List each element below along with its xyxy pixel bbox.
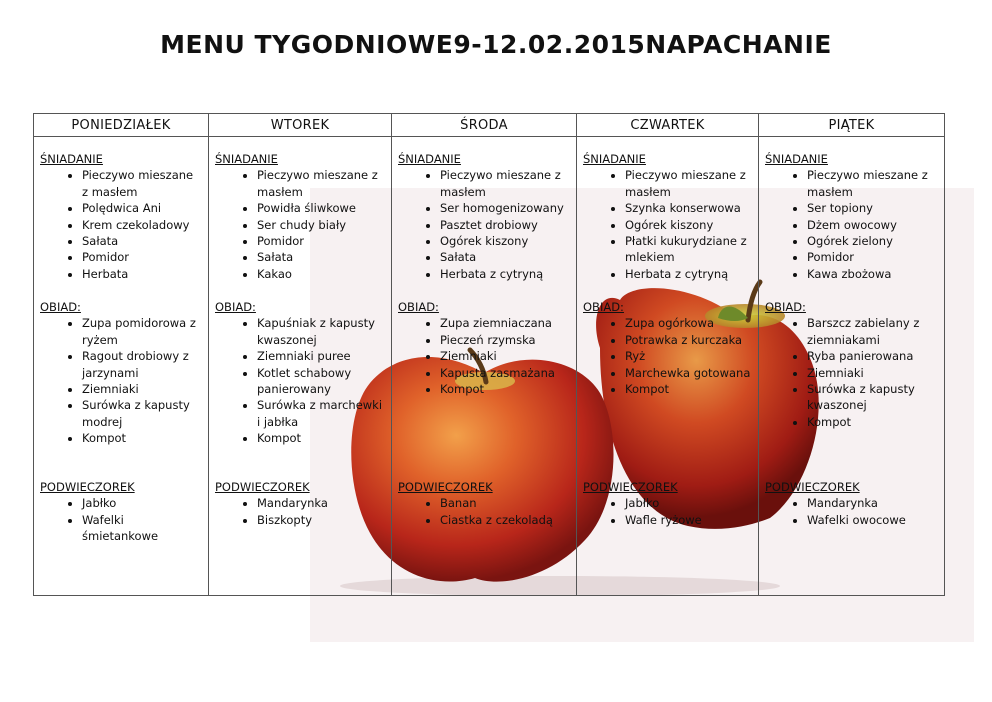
meal-item: • Barszcz zabielany z ziemniakami — [807, 315, 938, 348]
meal-item: • Kapusta zasmażana — [440, 365, 570, 381]
day-header-sroda: ŚRODA — [392, 114, 577, 137]
meal-item: • Powidła śliwkowe — [257, 200, 385, 216]
meal-item: • Ogórek kiszony — [625, 217, 752, 233]
snack-label: PODWIECZOREK — [215, 480, 310, 494]
meal-item: • Pomidor — [807, 249, 938, 265]
weekly-menu-table — [33, 113, 945, 596]
breakfast-label: ŚNIADANIE — [765, 152, 828, 166]
meal-item: • Ogórek zielony — [807, 233, 938, 249]
meal-item: • Pieczywo mieszane z masłem — [807, 167, 938, 200]
meal-item: • Sałata — [82, 233, 202, 249]
snack-section — [215, 479, 385, 528]
meal-item: • Ryż — [625, 348, 752, 364]
meal-item: • Potrawka z kurczaka — [625, 332, 752, 348]
snack-section — [583, 479, 752, 528]
snack-label: PODWIECZOREK — [765, 480, 860, 494]
meal-list — [398, 495, 570, 528]
meal-item: • Ciastka z czekoladą — [440, 512, 570, 528]
meal-item: • Pieczywo mieszane z masłem — [257, 167, 385, 200]
meal-item: • Herbata z cytryną — [440, 266, 570, 282]
snack-section — [40, 479, 202, 545]
meal-item: • Kompot — [440, 381, 570, 397]
meal-list — [398, 315, 570, 397]
meal-item: • Ragout drobiowy z jarzynami — [82, 348, 202, 381]
meal-item: • Kompot — [625, 381, 752, 397]
meal-list — [765, 167, 938, 282]
lunch-section — [583, 299, 752, 479]
breakfast-section — [765, 151, 938, 299]
lunch-section — [765, 299, 938, 479]
meal-item: • Jabłko — [82, 495, 202, 511]
meal-item: • Mandarynka — [807, 495, 938, 511]
meal-item: • Ziemniaki — [82, 381, 202, 397]
meal-item: • Pomidor — [82, 249, 202, 265]
day-header-piatek: PIĄTEK — [759, 114, 945, 137]
meal-item: • Kompot — [82, 430, 202, 446]
meal-list — [583, 495, 752, 528]
lunch-label: OBIAD: — [40, 300, 81, 314]
breakfast-section — [583, 151, 752, 299]
day-column — [392, 137, 577, 596]
meal-item: • Ziemniaki — [440, 348, 570, 364]
meal-item: • Wafle ryżowe — [625, 512, 752, 528]
meal-list — [40, 167, 202, 282]
meal-item: • Kawa zbożowa — [807, 266, 938, 282]
meal-item: • Pieczywo mieszane z masłem — [440, 167, 570, 200]
lunch-section — [398, 299, 570, 479]
lunch-label: OBIAD: — [583, 300, 624, 314]
meal-list — [765, 315, 938, 430]
lunch-section — [215, 299, 385, 479]
lunch-label: OBIAD: — [765, 300, 806, 314]
meal-item: • Mandarynka — [257, 495, 385, 511]
meal-item: • Pieczeń rzymska — [440, 332, 570, 348]
snack-label: PODWIECZOREK — [583, 480, 678, 494]
breakfast-section — [398, 151, 570, 299]
breakfast-section — [40, 151, 202, 299]
meal-item: • Marchewka gotowana — [625, 365, 752, 381]
meal-item: • Jabłko — [625, 495, 752, 511]
meal-list — [398, 167, 570, 282]
meal-item: • Zupa ziemniaczana — [440, 315, 570, 331]
meal-item: • Kompot — [807, 414, 938, 430]
day-column — [759, 137, 945, 596]
snack-section — [398, 479, 570, 528]
meal-item: • Biszkopty — [257, 512, 385, 528]
snack-label: PODWIECZOREK — [398, 480, 493, 494]
meal-list — [40, 315, 202, 446]
meal-list — [765, 495, 938, 528]
meal-item: • Sałata — [440, 249, 570, 265]
day-header-czwartek: CZWARTEK — [577, 114, 759, 137]
meal-item: • Ogórek kiszony — [440, 233, 570, 249]
day-column — [577, 137, 759, 596]
meal-item: • Dżem owocowy — [807, 217, 938, 233]
meal-list — [215, 167, 385, 282]
meal-list — [215, 315, 385, 446]
meal-item: • Szynka konserwowa — [625, 200, 752, 216]
meal-item: • Herbata — [82, 266, 202, 282]
meal-item: • Kapuśniak z kapusty kwaszonej — [257, 315, 385, 348]
meal-item: • Ser chudy biały — [257, 217, 385, 233]
meal-item: • Pieczywo mieszane z masłem — [625, 167, 752, 200]
meal-item: • Wafelki owocowe — [807, 512, 938, 528]
meal-item: • Pieczywo mieszane z masłem — [82, 167, 202, 200]
lunch-label: OBIAD: — [398, 300, 439, 314]
breakfast-label: ŚNIADANIE — [398, 152, 461, 166]
meal-list — [583, 315, 752, 397]
meal-item: • Banan — [440, 495, 570, 511]
meal-item: • Zupa ogórkowa — [625, 315, 752, 331]
meal-list — [583, 167, 752, 282]
breakfast-section — [215, 151, 385, 299]
meal-item: • Kompot — [257, 430, 385, 446]
meal-item: • Surówka z kapusty modrej — [82, 397, 202, 430]
meal-item: • Pasztet drobiowy — [440, 217, 570, 233]
lunch-label: OBIAD: — [215, 300, 256, 314]
day-column — [34, 137, 209, 596]
meal-list — [40, 495, 202, 544]
meal-item: • Pomidor — [257, 233, 385, 249]
breakfast-label: ŚNIADANIE — [40, 152, 103, 166]
meal-item: • Sałata — [257, 249, 385, 265]
meal-item: • Herbata z cytryną — [625, 266, 752, 282]
day-header-row — [34, 114, 945, 137]
day-header-wtorek: WTOREK — [209, 114, 392, 137]
day-content-row — [34, 137, 945, 596]
page-title: MENU TYGODNIOWE9-12.02.2015NAPACHANIE — [160, 30, 832, 59]
meal-item: • Ziemniaki — [807, 365, 938, 381]
breakfast-label: ŚNIADANIE — [215, 152, 278, 166]
snack-section — [765, 479, 938, 528]
meal-item: • Krem czekoladowy — [82, 217, 202, 233]
meal-item: • Ser homogenizowany — [440, 200, 570, 216]
meal-item: • Polędwica Ani — [82, 200, 202, 216]
day-header-poniedzialek: PONIEDZIAŁEK — [34, 114, 209, 137]
meal-item: • Kakao — [257, 266, 385, 282]
day-column — [209, 137, 392, 596]
meal-item: • Ryba panierowana — [807, 348, 938, 364]
meal-item: • Zupa pomidorowa z ryżem — [82, 315, 202, 348]
breakfast-label: ŚNIADANIE — [583, 152, 646, 166]
lunch-section — [40, 299, 202, 479]
meal-item: • Wafelki śmietankowe — [82, 512, 202, 545]
meal-item: • Surówka z marchewki i jabłka — [257, 397, 385, 430]
snack-label: PODWIECZOREK — [40, 480, 135, 494]
meal-item: • Ser topiony — [807, 200, 938, 216]
meal-item: • Płatki kukurydziane z mlekiem — [625, 233, 752, 266]
meal-item: • Kotlet schabowy panierowany — [257, 365, 385, 398]
meal-list — [215, 495, 385, 528]
meal-item: • Surówka z kapusty kwaszonej — [807, 381, 938, 414]
meal-item: • Ziemniaki puree — [257, 348, 385, 364]
